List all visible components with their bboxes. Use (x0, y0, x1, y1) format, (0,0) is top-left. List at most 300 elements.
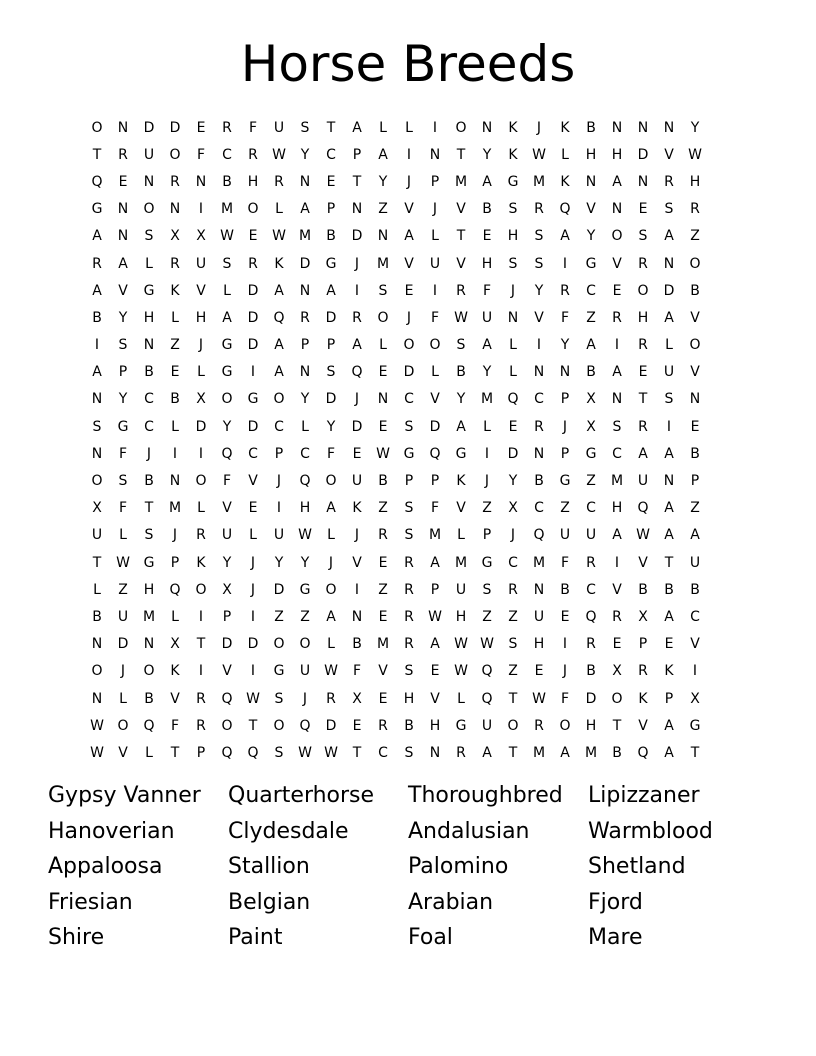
grid-letter[interactable]: N (559, 364, 571, 381)
grid-letter[interactable]: A (664, 717, 674, 734)
grid-letter[interactable]: S (534, 255, 544, 272)
grid-letter[interactable]: P (430, 581, 440, 598)
grid-letter[interactable]: O (273, 391, 285, 408)
grid-letter[interactable]: B (144, 364, 154, 381)
grid-letter[interactable]: M (168, 500, 182, 517)
grid-letter[interactable]: I (354, 581, 360, 598)
grid-letter[interactable]: A (560, 744, 570, 761)
grid-letter[interactable]: B (222, 173, 232, 190)
grid-letter[interactable]: P (300, 337, 310, 354)
grid-letter[interactable]: S (92, 418, 102, 435)
grid-letter[interactable]: A (612, 173, 622, 190)
grid-letter[interactable]: R (274, 173, 284, 190)
grid-letter[interactable]: C (534, 391, 544, 408)
grid-letter[interactable]: O (611, 228, 623, 245)
grid-letter[interactable]: K (560, 119, 570, 136)
grid-letter[interactable]: G (273, 663, 285, 680)
grid-letter[interactable]: K (456, 473, 466, 490)
grid-letter[interactable]: B (326, 228, 336, 245)
grid-letter[interactable]: E (248, 500, 258, 517)
grid-letter[interactable]: Z (586, 473, 596, 490)
grid-letter[interactable]: G (455, 445, 467, 462)
grid-letter[interactable]: U (91, 527, 103, 544)
grid-letter[interactable]: L (119, 527, 127, 544)
grid-letter[interactable]: N (377, 228, 389, 245)
grid-letter[interactable]: A (664, 228, 674, 245)
grid-letter[interactable]: V (612, 255, 622, 272)
grid-letter[interactable]: R (170, 173, 180, 190)
grid-letter[interactable]: S (144, 527, 154, 544)
grid-letter[interactable]: J (562, 663, 568, 680)
grid-letter[interactable]: X (508, 500, 518, 517)
grid-letter[interactable]: L (665, 337, 673, 354)
grid-letter[interactable]: D (221, 636, 233, 653)
grid-letter[interactable]: V (690, 364, 700, 381)
grid-letter[interactable]: R (560, 282, 570, 299)
grid-letter[interactable]: A (92, 364, 102, 381)
grid-letter[interactable]: I (432, 119, 438, 136)
grid-letter[interactable]: L (509, 337, 517, 354)
grid-letter[interactable]: V (612, 581, 622, 598)
grid-letter[interactable]: A (326, 608, 336, 625)
grid-letter[interactable]: W (298, 527, 312, 544)
grid-letter[interactable]: Y (482, 364, 492, 381)
grid-letter[interactable]: N (637, 173, 649, 190)
grid-letter[interactable]: U (637, 473, 649, 490)
grid-letter[interactable]: Q (559, 201, 571, 218)
grid-letter[interactable]: S (534, 228, 544, 245)
grid-letter[interactable]: A (92, 228, 102, 245)
grid-letter[interactable]: N (143, 173, 155, 190)
grid-letter[interactable]: X (170, 636, 180, 653)
grid-letter[interactable]: L (197, 500, 205, 517)
grid-letter[interactable]: M (142, 608, 156, 625)
grid-letter[interactable]: L (145, 255, 153, 272)
grid-letter[interactable]: I (692, 663, 698, 680)
grid-letter[interactable]: O (299, 636, 311, 653)
grid-letter[interactable]: D (247, 282, 259, 299)
grid-letter[interactable]: D (273, 581, 285, 598)
grid-letter[interactable]: A (664, 608, 674, 625)
grid-letter[interactable]: D (117, 636, 129, 653)
grid-letter[interactable]: X (612, 663, 622, 680)
grid-letter[interactable]: Y (118, 309, 128, 326)
grid-letter[interactable]: Z (482, 608, 492, 625)
grid-letter[interactable]: N (637, 119, 649, 136)
grid-letter[interactable]: D (325, 391, 337, 408)
grid-letter[interactable]: G (143, 282, 155, 299)
grid-letter[interactable]: P (196, 744, 206, 761)
grid-letter[interactable]: K (508, 146, 518, 163)
grid-letter[interactable]: M (454, 173, 468, 190)
grid-letter[interactable]: T (92, 146, 102, 163)
grid-letter[interactable]: A (118, 255, 128, 272)
grid-letter[interactable]: R (456, 282, 466, 299)
grid-letter[interactable]: Q (481, 690, 493, 707)
grid-letter[interactable]: R (196, 527, 206, 544)
grid-letter[interactable]: V (118, 282, 128, 299)
grid-letter[interactable]: G (91, 201, 103, 218)
grid-letter[interactable]: H (533, 636, 545, 653)
grid-letter[interactable]: F (430, 500, 440, 517)
grid-letter[interactable]: J (406, 309, 412, 326)
grid-letter[interactable]: A (430, 554, 440, 571)
grid-letter[interactable]: U (117, 608, 129, 625)
grid-letter[interactable]: H (611, 146, 623, 163)
grid-letter[interactable]: L (171, 418, 179, 435)
grid-letter[interactable]: C (690, 608, 700, 625)
grid-letter[interactable]: Y (560, 337, 570, 354)
grid-letter[interactable]: M (480, 391, 494, 408)
grid-letter[interactable]: S (274, 690, 284, 707)
grid-letter[interactable]: S (118, 473, 128, 490)
grid-letter[interactable]: S (118, 337, 128, 354)
grid-letter[interactable]: D (637, 146, 649, 163)
grid-letter[interactable]: Q (429, 445, 441, 462)
grid-letter[interactable]: O (325, 581, 337, 598)
grid-letter[interactable]: D (585, 690, 597, 707)
grid-letter[interactable]: B (534, 473, 544, 490)
grid-letter[interactable]: Q (351, 364, 363, 381)
grid-letter[interactable]: D (247, 309, 259, 326)
grid-letter[interactable]: B (482, 201, 492, 218)
grid-letter[interactable]: A (300, 201, 310, 218)
grid-letter[interactable]: N (611, 119, 623, 136)
grid-letter[interactable]: K (638, 690, 648, 707)
grid-letter[interactable]: N (143, 337, 155, 354)
grid-letter[interactable]: O (195, 581, 207, 598)
grid-letter[interactable]: Y (690, 119, 700, 136)
grid-letter[interactable]: N (299, 282, 311, 299)
grid-letter[interactable]: T (690, 744, 700, 761)
grid-letter[interactable]: C (508, 554, 518, 571)
grid-letter[interactable]: N (91, 636, 103, 653)
grid-letter[interactable]: W (90, 717, 104, 734)
grid-letter[interactable]: L (171, 608, 179, 625)
grid-letter[interactable]: F (560, 690, 570, 707)
grid-letter[interactable]: N (689, 391, 701, 408)
grid-letter[interactable]: N (377, 391, 389, 408)
grid-letter[interactable]: Q (273, 309, 285, 326)
grid-letter[interactable]: H (611, 500, 623, 517)
grid-letter[interactable]: J (354, 255, 360, 272)
grid-letter[interactable]: U (429, 255, 441, 272)
grid-letter[interactable]: F (222, 473, 232, 490)
grid-letter[interactable]: C (248, 445, 258, 462)
grid-letter[interactable]: V (170, 690, 180, 707)
grid-letter[interactable]: A (222, 309, 232, 326)
grid-letter[interactable]: B (638, 581, 648, 598)
grid-letter[interactable]: H (585, 717, 597, 734)
grid-letter[interactable]: C (300, 445, 310, 462)
grid-letter[interactable]: T (196, 636, 206, 653)
grid-letter[interactable]: J (484, 473, 490, 490)
grid-letter[interactable]: A (664, 445, 674, 462)
grid-letter[interactable]: Q (221, 445, 233, 462)
grid-letter[interactable]: Y (378, 173, 388, 190)
grid-letter[interactable]: L (483, 418, 491, 435)
grid-letter[interactable]: Q (143, 717, 155, 734)
grid-letter[interactable]: B (586, 119, 596, 136)
grid-letter[interactable]: E (378, 554, 388, 571)
grid-letter[interactable]: I (198, 445, 204, 462)
grid-letter[interactable]: N (533, 445, 545, 462)
grid-letter[interactable]: J (406, 173, 412, 190)
grid-letter[interactable]: Q (221, 690, 233, 707)
grid-letter[interactable]: A (482, 337, 492, 354)
grid-letter[interactable]: E (612, 636, 622, 653)
grid-letter[interactable]: H (637, 309, 649, 326)
grid-letter[interactable]: D (299, 255, 311, 272)
grid-letter[interactable]: D (325, 309, 337, 326)
grid-letter[interactable]: H (689, 173, 701, 190)
grid-letter[interactable]: J (536, 119, 542, 136)
grid-letter[interactable]: N (663, 119, 675, 136)
grid-letter[interactable]: N (585, 173, 597, 190)
grid-letter[interactable]: T (508, 744, 518, 761)
grid-letter[interactable]: U (533, 608, 545, 625)
grid-letter[interactable]: Z (378, 500, 388, 517)
grid-letter[interactable]: E (378, 418, 388, 435)
grid-letter[interactable]: A (612, 364, 622, 381)
grid-letter[interactable]: O (507, 717, 519, 734)
grid-letter[interactable]: O (247, 201, 259, 218)
grid-letter[interactable]: C (586, 581, 596, 598)
grid-letter[interactable]: Z (274, 608, 284, 625)
grid-letter[interactable]: D (403, 364, 415, 381)
grid-letter[interactable]: N (663, 255, 675, 272)
grid-letter[interactable]: L (327, 636, 335, 653)
grid-letter[interactable]: E (378, 690, 388, 707)
grid-letter[interactable]: I (406, 146, 412, 163)
grid-letter[interactable]: L (379, 119, 387, 136)
grid-letter[interactable]: B (92, 608, 102, 625)
grid-letter[interactable]: V (638, 717, 648, 734)
grid-letter[interactable]: G (221, 364, 233, 381)
grid-letter[interactable]: Z (378, 201, 388, 218)
grid-letter[interactable]: O (689, 337, 701, 354)
grid-letter[interactable]: H (143, 309, 155, 326)
grid-letter[interactable]: F (560, 554, 570, 571)
grid-letter[interactable]: Z (482, 500, 492, 517)
grid-letter[interactable]: U (481, 717, 493, 734)
grid-letter[interactable]: O (559, 717, 571, 734)
grid-letter[interactable]: A (274, 337, 284, 354)
grid-letter[interactable]: R (508, 581, 518, 598)
grid-letter[interactable]: G (559, 473, 571, 490)
grid-letter[interactable]: Z (690, 228, 700, 245)
grid-letter[interactable]: D (351, 418, 363, 435)
grid-letter[interactable]: N (117, 119, 129, 136)
grid-letter[interactable]: U (585, 527, 597, 544)
grid-letter[interactable]: R (92, 255, 102, 272)
grid-letter[interactable]: M (376, 636, 390, 653)
grid-letter[interactable]: Q (169, 581, 181, 598)
grid-letter[interactable]: A (326, 282, 336, 299)
grid-letter[interactable]: F (118, 500, 128, 517)
grid-letter[interactable]: U (351, 473, 363, 490)
grid-letter[interactable]: N (429, 146, 441, 163)
grid-letter[interactable]: I (94, 337, 100, 354)
grid-letter[interactable]: A (690, 527, 700, 544)
grid-letter[interactable]: Z (560, 500, 570, 517)
grid-letter[interactable]: J (198, 337, 204, 354)
grid-letter[interactable]: M (220, 201, 234, 218)
grid-letter[interactable]: G (585, 255, 597, 272)
grid-letter[interactable]: K (274, 255, 284, 272)
grid-letter[interactable]: F (430, 309, 440, 326)
grid-letter[interactable]: Y (586, 228, 596, 245)
grid-letter[interactable]: V (404, 255, 414, 272)
grid-letter[interactable]: L (327, 527, 335, 544)
grid-letter[interactable]: H (143, 581, 155, 598)
grid-letter[interactable]: G (481, 554, 493, 571)
grid-letter[interactable]: J (510, 527, 516, 544)
grid-letter[interactable]: V (456, 201, 466, 218)
grid-letter[interactable]: S (508, 201, 518, 218)
grid-letter[interactable]: V (352, 554, 362, 571)
grid-letter[interactable]: H (247, 173, 259, 190)
grid-letter[interactable]: L (405, 119, 413, 136)
grid-letter[interactable]: B (586, 663, 596, 680)
grid-letter[interactable]: C (586, 500, 596, 517)
grid-letter[interactable]: U (143, 146, 155, 163)
grid-letter[interactable]: U (481, 309, 493, 326)
grid-letter[interactable]: O (273, 717, 285, 734)
grid-letter[interactable]: A (482, 744, 492, 761)
grid-letter[interactable]: G (403, 445, 415, 462)
grid-letter[interactable]: C (144, 418, 154, 435)
grid-letter[interactable]: K (560, 173, 570, 190)
grid-letter[interactable]: V (664, 146, 674, 163)
grid-letter[interactable]: N (117, 201, 129, 218)
grid-letter[interactable]: D (325, 717, 337, 734)
grid-letter[interactable]: N (429, 744, 441, 761)
grid-letter[interactable]: X (196, 228, 206, 245)
grid-letter[interactable]: B (586, 364, 596, 381)
grid-letter[interactable]: F (118, 445, 128, 462)
grid-letter[interactable]: R (378, 717, 388, 734)
grid-letter[interactable]: D (247, 636, 259, 653)
grid-letter[interactable]: I (666, 418, 672, 435)
grid-letter[interactable]: N (195, 173, 207, 190)
grid-letter[interactable]: G (299, 581, 311, 598)
grid-letter[interactable]: R (118, 146, 128, 163)
grid-letter[interactable]: Y (300, 146, 310, 163)
grid-letter[interactable]: M (532, 554, 546, 571)
grid-letter[interactable]: T (352, 744, 362, 761)
grid-letter[interactable]: N (611, 201, 623, 218)
grid-letter[interactable]: O (377, 309, 389, 326)
grid-letter[interactable]: Y (300, 554, 310, 571)
grid-letter[interactable]: O (429, 337, 441, 354)
grid-letter[interactable]: C (326, 146, 336, 163)
grid-letter[interactable]: D (429, 418, 441, 435)
grid-letter[interactable]: U (663, 364, 675, 381)
grid-letter[interactable]: F (196, 146, 206, 163)
grid-letter[interactable]: L (171, 309, 179, 326)
grid-letter[interactable]: L (145, 744, 153, 761)
grid-letter[interactable]: X (352, 690, 362, 707)
grid-letter[interactable]: A (326, 500, 336, 517)
grid-letter[interactable]: R (170, 255, 180, 272)
grid-letter[interactable]: A (664, 309, 674, 326)
grid-letter[interactable]: I (198, 663, 204, 680)
grid-letter[interactable]: A (482, 173, 492, 190)
grid-letter[interactable]: E (248, 228, 258, 245)
grid-letter[interactable]: O (143, 201, 155, 218)
grid-letter[interactable]: Y (118, 391, 128, 408)
grid-letter[interactable]: M (584, 744, 598, 761)
grid-letter[interactable]: T (92, 554, 102, 571)
grid-letter[interactable]: P (690, 473, 700, 490)
grid-letter[interactable]: I (198, 201, 204, 218)
grid-letter[interactable]: T (456, 146, 466, 163)
grid-letter[interactable]: V (404, 201, 414, 218)
grid-letter[interactable]: X (586, 418, 596, 435)
grid-letter[interactable]: W (272, 228, 286, 245)
grid-letter[interactable]: N (169, 473, 181, 490)
grid-letter[interactable]: D (507, 445, 519, 462)
grid-letter[interactable]: E (534, 663, 544, 680)
grid-letter[interactable]: N (91, 690, 103, 707)
grid-letter[interactable]: K (170, 282, 180, 299)
grid-letter[interactable]: G (143, 554, 155, 571)
grid-letter[interactable]: I (536, 337, 542, 354)
grid-letter[interactable]: E (638, 201, 648, 218)
grid-letter[interactable]: G (325, 255, 337, 272)
grid-letter[interactable]: U (455, 581, 467, 598)
grid-letter[interactable]: N (481, 119, 493, 136)
grid-letter[interactable]: B (690, 445, 700, 462)
grid-letter[interactable]: O (325, 473, 337, 490)
grid-letter[interactable]: S (664, 391, 674, 408)
grid-letter[interactable]: S (326, 364, 336, 381)
grid-letter[interactable]: N (663, 473, 675, 490)
grid-letter[interactable]: G (689, 717, 701, 734)
grid-letter[interactable]: K (196, 554, 206, 571)
grid-letter[interactable]: S (404, 527, 414, 544)
grid-letter[interactable]: R (664, 173, 674, 190)
grid-letter[interactable]: A (586, 337, 596, 354)
grid-letter[interactable]: N (299, 173, 311, 190)
grid-letter[interactable]: T (144, 500, 154, 517)
grid-letter[interactable]: U (273, 119, 285, 136)
grid-letter[interactable]: S (404, 663, 414, 680)
grid-letter[interactable]: I (614, 554, 620, 571)
grid-letter[interactable]: U (195, 255, 207, 272)
grid-letter[interactable]: V (248, 473, 258, 490)
grid-letter[interactable]: D (663, 282, 675, 299)
grid-letter[interactable]: Z (300, 608, 310, 625)
grid-letter[interactable]: Z (378, 581, 388, 598)
grid-letter[interactable]: B (352, 636, 362, 653)
grid-letter[interactable]: Q (481, 663, 493, 680)
grid-letter[interactable]: E (378, 608, 388, 625)
grid-letter[interactable]: I (198, 608, 204, 625)
grid-letter[interactable]: O (195, 473, 207, 490)
grid-letter[interactable]: D (195, 418, 207, 435)
grid-letter[interactable]: V (118, 744, 128, 761)
grid-letter[interactable]: Z (508, 608, 518, 625)
grid-letter[interactable]: A (352, 337, 362, 354)
grid-letter[interactable]: L (431, 228, 439, 245)
grid-letter[interactable]: M (454, 554, 468, 571)
grid-letter[interactable]: T (170, 744, 180, 761)
grid-letter[interactable]: D (247, 418, 259, 435)
grid-letter[interactable]: A (274, 364, 284, 381)
grid-letter[interactable]: Y (534, 282, 544, 299)
